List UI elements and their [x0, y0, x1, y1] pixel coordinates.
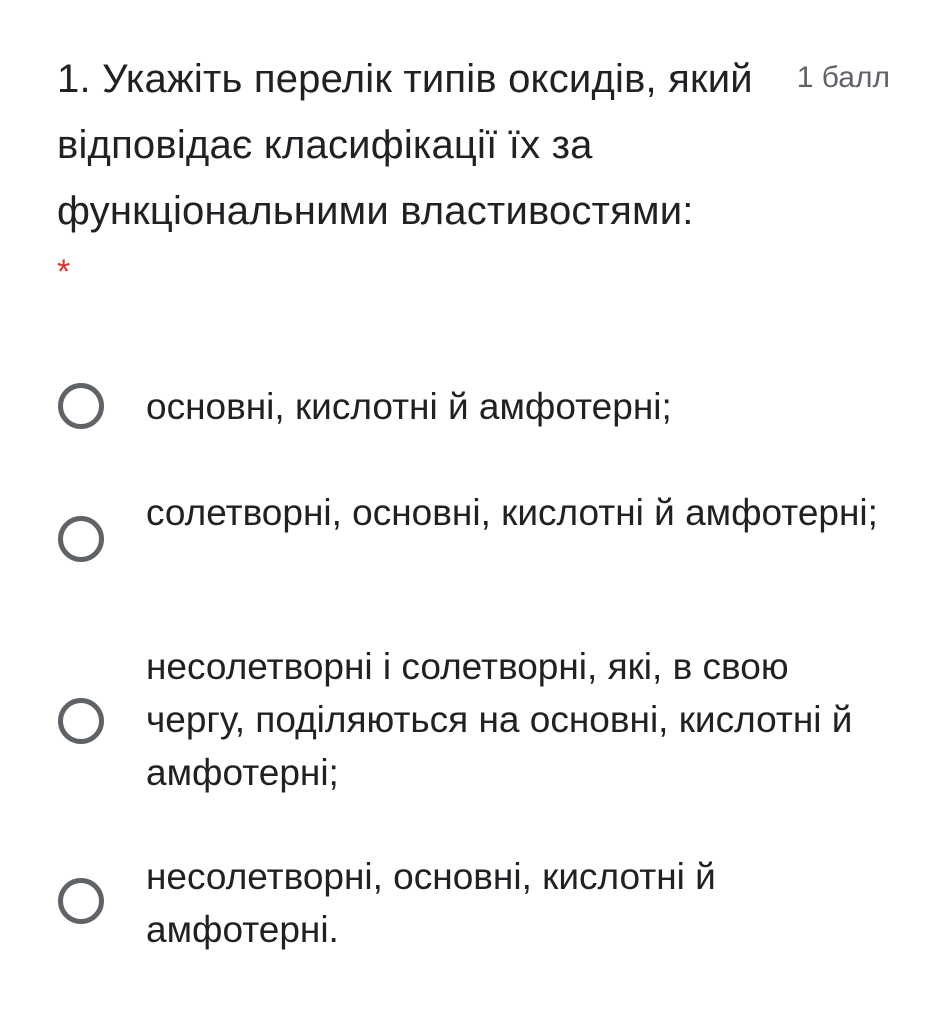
option-label: несолетворні і солетворні, які, в свою чергу, поділяються на основні, кислотні й амфотерні;	[146, 646, 853, 793]
radio-circle-icon[interactable]	[58, 383, 104, 429]
option-label: основні, кислотні й амфотерні;	[146, 386, 672, 427]
required-asterisk: *	[57, 253, 71, 291]
points-label: 1 балл	[796, 61, 890, 94]
radio-circle-icon[interactable]	[58, 516, 104, 562]
question-title: 1. Укажіть перелік типів оксидів, який відповідає класифікації їх за функціональними властивостями:	[57, 57, 753, 233]
radio-circle-icon[interactable]	[58, 698, 104, 744]
option-label: несолетворні, основні, кислотні й амфотерні.	[146, 856, 716, 950]
option-label: солетворні, основні, кислотні й амфотерні;	[146, 492, 878, 533]
radio-circle-icon[interactable]	[58, 878, 104, 924]
